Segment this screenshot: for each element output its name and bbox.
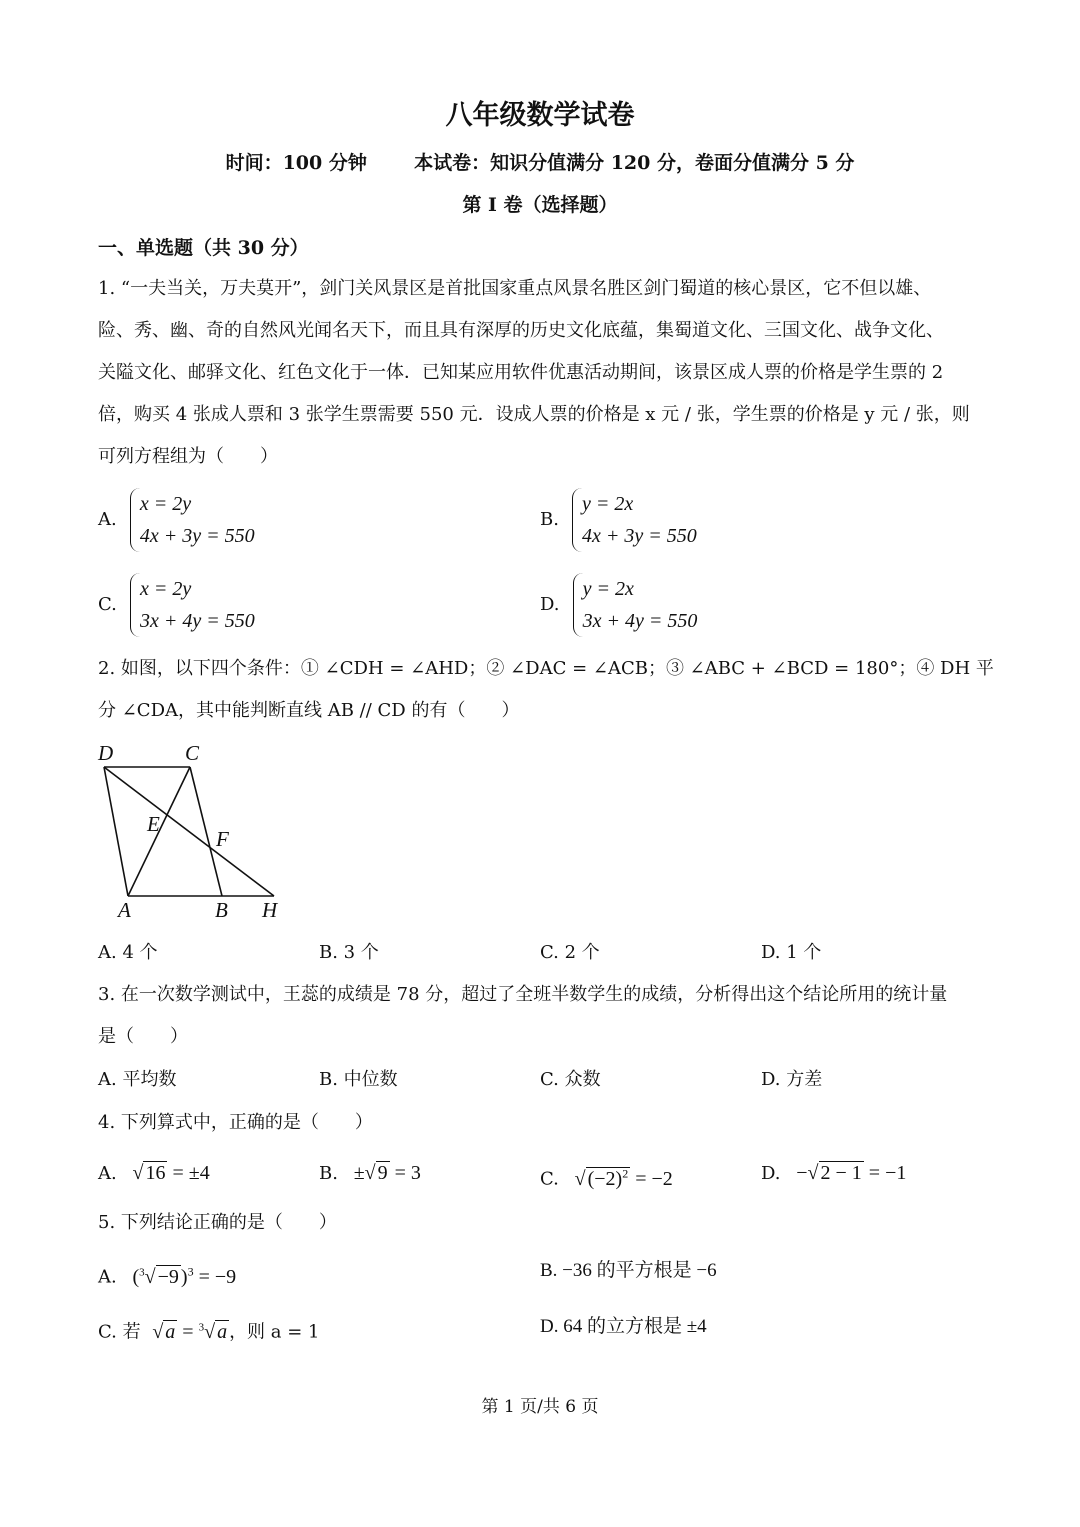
q1-line-1: 1. “一夫当关，万夫莫开”，剑门关风景区是首批国家重点风景名胜区剑门蜀道的核心景区，它不但以雄、: [98, 278, 932, 299]
q3-option-c[interactable]: C. 众数: [540, 1069, 601, 1090]
q1-option-c[interactable]: C. x = 2y 3x + 4y = 550: [98, 573, 255, 637]
q2-line-2: 分 ∠CDA，其中能判断直线 AB // CD 的有（ ）: [98, 700, 520, 721]
q5-option-b[interactable]: B. −36 的平方根是 −6: [540, 1260, 717, 1281]
segment-da: [104, 767, 128, 896]
q3-option-d[interactable]: D. 方差: [761, 1069, 823, 1090]
q3-line-1: 3. 在一次数学测试中，王蕊的成绩是 78 分，超过了全班半数学生的成绩，分析得出这个结论所用的统计量: [98, 984, 948, 1005]
label-a: A: [118, 898, 131, 922]
q4-option-d[interactable]: D. −√ 2 − 1 = −1: [761, 1162, 907, 1184]
segment-dh: [104, 767, 274, 896]
label-f: F: [216, 827, 229, 851]
q4-option-b[interactable]: B. ±√ 9 = 3: [319, 1162, 421, 1184]
q2-option-c[interactable]: C. 2 个: [540, 942, 600, 963]
q5-stem: 5. 下列结论正确的是（ ）: [98, 1212, 337, 1233]
label-e: E: [147, 812, 160, 836]
section-heading: 一、单选题（共 30 分）: [98, 237, 309, 259]
exam-score-info: 本试卷：知识分值满分 120 分，卷面分值满分 5 分: [414, 152, 855, 174]
q4-option-a[interactable]: A. √ 16 = ±4: [98, 1162, 210, 1184]
page-number: 第 1 页/共 6 页: [481, 1397, 599, 1417]
q2-option-b[interactable]: B. 3 个: [319, 942, 379, 963]
q2-option-a[interactable]: A. 4 个: [98, 942, 158, 963]
q5-option-a[interactable]: A. ($^3$√ −9 )$^3$ = −9: [98, 1264, 237, 1288]
equation-system: y = 2x 4x + 3y = 550: [572, 488, 697, 552]
label-h: H: [262, 898, 278, 922]
q1-line-5: 可列方程组为（ ）: [98, 446, 278, 467]
geometry-figure: [90, 740, 300, 925]
q3-option-a[interactable]: A. 平均数: [98, 1069, 177, 1090]
q1-option-d[interactable]: D. y = 2x 3x + 4y = 550: [540, 573, 697, 637]
q1-option-a[interactable]: A. x = 2y 4x + 3y = 550: [98, 488, 255, 552]
label-b: B: [215, 898, 228, 922]
exam-time: 时间：100 分钟: [225, 152, 367, 174]
q5-option-d[interactable]: D. 64 的立方根是 ±4: [540, 1316, 707, 1337]
label-c: C: [185, 741, 200, 765]
q1-line-3: 关隘文化、邮驿文化、红色文化于一体．已知某应用软件优惠活动期间，该景区成人票的价格是学生票的 2: [98, 362, 944, 383]
q1-option-b[interactable]: B. y = 2x 4x + 3y = 550: [540, 488, 697, 552]
q1-line-2: 险、秀、幽、奇的自然风光闻名天下，而且具有深厚的历史文化底蕴，集蜀道文化、三国文化、战争文化、: [98, 320, 944, 341]
q5-option-c[interactable]: C. 若 √ a = $^3$√ a ，则 a = 1: [98, 1320, 320, 1343]
figure-lines: [104, 767, 274, 896]
q3-option-b[interactable]: B. 中位数: [319, 1069, 398, 1090]
q2-line-1: 2. 如图，以下四个条件：① ∠CDH = ∠AHD；② ∠DAC = ∠ACB；③ ∠ABC + ∠BCD = 180°；④ DH 平: [98, 658, 994, 679]
q1-line-4: 倍，购买 4 张成人票和 3 张学生票需要 550 元．设成人票的价格是 x 元 / 张，学生票的价格是 y 元 / 张，则: [98, 404, 970, 425]
volume-title: 第 I 卷（选择题）: [462, 194, 618, 216]
equation-system: x = 2y 3x + 4y = 550: [130, 573, 255, 637]
label-d: D: [98, 741, 114, 765]
equation-system: x = 2y 4x + 3y = 550: [130, 488, 255, 552]
equation-system: y = 2x 3x + 4y = 550: [573, 573, 698, 637]
q4-stem: 4. 下列算式中，正确的是（ ）: [98, 1112, 373, 1133]
q2-option-d[interactable]: D. 1 个: [761, 942, 822, 963]
q4-option-c[interactable]: C. √ $(-2)^2 = -2$: [540, 1166, 673, 1190]
page-title: 八年级数学试卷: [445, 100, 635, 131]
exam-info: [0, 148, 1080, 175]
q3-line-2: 是（ ）: [98, 1026, 188, 1047]
